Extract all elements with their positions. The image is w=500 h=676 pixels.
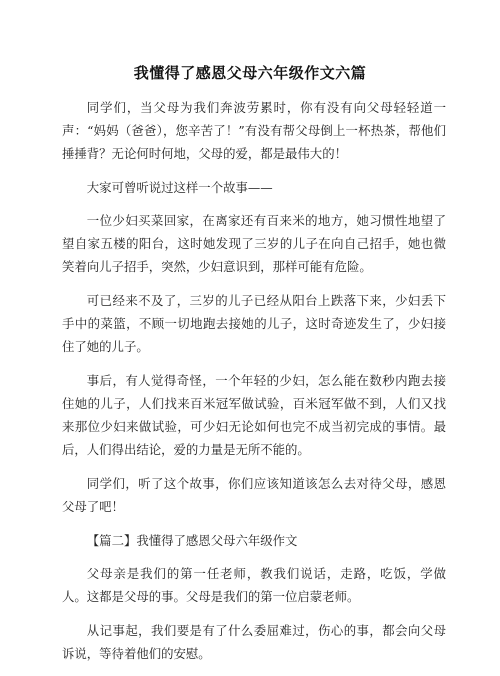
paragraph-8: 从记事起，我们要是有了什么委屈难过，伤心的事，都会向父母诉说，等待着他们的安慰。 bbox=[62, 623, 446, 661]
document-body bbox=[62, 96, 446, 676]
paragraph-3: 一位少妇买菜回家，在离家还有百来米的地方，她习惯性地望了望自家五楼的阳台，这时她发现了三岁的儿子在向自己招手，她也微笑着向儿子招手，突然，少妇意识到，那样可能有危险。 bbox=[62, 213, 446, 274]
paragraph-1: 同学们，当父母为我们奔波劳累时，你有没有向父母轻轻道一声：“妈妈（爸爸），您辛苦了！”有没有帮父母倒上一杯热茶，帮他们捶捶背？无论何时何地，父母的爱，都是最伟大的！ bbox=[62, 100, 446, 161]
paragraph-2: 大家可曾听说过这样一个故事—— bbox=[86, 180, 273, 195]
paragraph-6: 同学们，听了这个故事，你们应该知道该怎么去对待父母，感恩父母了吧！ bbox=[62, 476, 446, 514]
paragraph-4: 可已经来不及了，三岁的儿子已经从阳台上跌落下来，少妇丢下手中的菜篮，不顾一切地跑去接她的儿子，这时奇迹发生了，少妇接住了她的儿子。 bbox=[62, 293, 446, 354]
paragraph-5: 事后，有人觉得奇怪，一个年轻的少妇，怎么能在数秒内跑去接住她的儿子，人们找来百米冠军做试验，百米冠军做不到，人们又找来那位少妇来做试验，可少妇无论如何也完不成当初完成的事情。最后，人们得出结论，爱的力量是无所不能的。 bbox=[62, 373, 446, 457]
section-heading: 【篇二】我懂得了感恩父母六年级作文 bbox=[86, 533, 298, 548]
document-title: 我懂得了感恩父母六年级作文六篇 bbox=[133, 64, 367, 82]
paragraph-7: 父母亲是我们的第一任老师，教我们说话，走路，吃饭，学做人。这都是父母的事。父母是我们的第一位启蒙老师。 bbox=[62, 566, 446, 604]
